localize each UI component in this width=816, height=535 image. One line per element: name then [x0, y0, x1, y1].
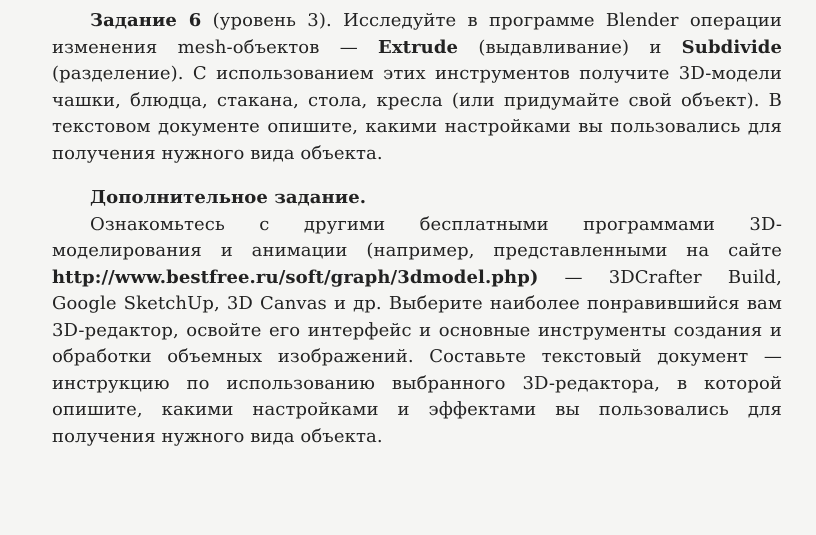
extra-url: http://www.bestfree.ru/soft/graph/3dmodel.php): [52, 266, 539, 288]
extra-heading: Дополнительное задание.: [90, 187, 367, 208]
extra-text-2: — 3DCrafter Build, Google SketchUp, 3D Canvas и др. Выберите наиболее понравившийся вам 3D-редактор, освойте его интерфейс и основные инструменты создания и обработки объемных изображений. Составьте текстовый документ — инструкцию по использованию выбранного 3D-редактора, в которой опишите, какими настройками и эффектами вы пользовались для получения нужного вида объекта.: [52, 266, 782, 447]
task-text-1: Исследуйте в программе Blender операции изменения mesh-объектов —: [52, 10, 782, 58]
subdivide-term: Subdivide: [681, 36, 783, 58]
task-level: (уровень 3).: [201, 10, 344, 31]
document-text: [52, 8, 782, 450]
task-heading: Задание 6: [90, 10, 202, 31]
task-text-2: (выдавливание) и: [458, 36, 682, 58]
extrude-term: Extrude: [378, 36, 459, 58]
task-text-3: (разделение). С использованием этих инструментов получите 3D-модели чашки, блюдца, стакана, стола, кресла (или придумайте свой объект). В текстовом документе опишите, какими настройками вы пользовались для получения нужного вида объекта.: [52, 63, 782, 164]
extra-text-1: Ознакомьтесь с другими бесплатными программами 3D-моделирования и анимации (например, представленными на сайте: [52, 213, 782, 261]
extra-paragraph: [52, 212, 782, 451]
task-paragraph: [52, 8, 782, 167]
